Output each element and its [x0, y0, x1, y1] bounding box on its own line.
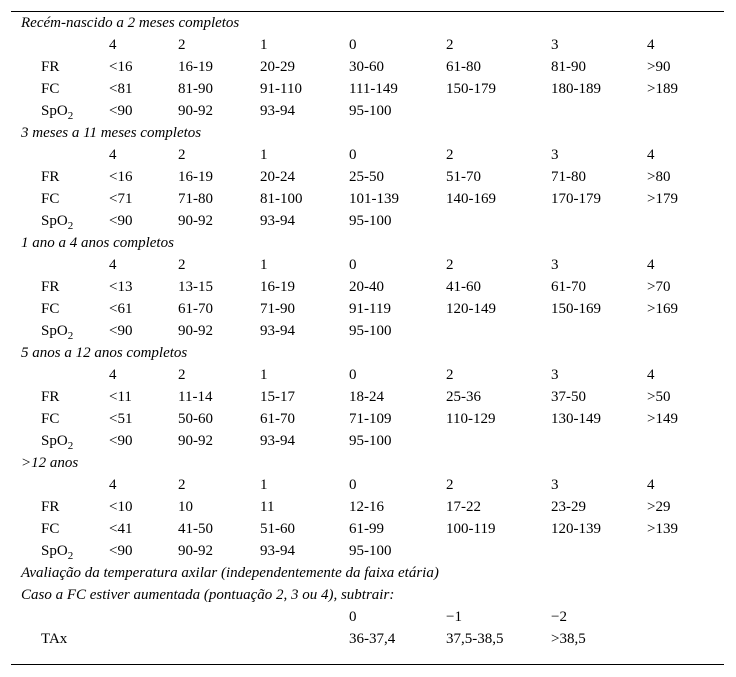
row-label-text: FC [41, 411, 60, 427]
table-row [11, 188, 724, 210]
value-cell: 180-189 [551, 81, 601, 97]
value-cell [551, 210, 647, 232]
score-table [11, 12, 724, 650]
section-title: Caso a FC estiver aumentada (pontuação 2, 3 ou 4), subtrair: [21, 587, 395, 603]
value-cell: 95-100 [349, 433, 392, 449]
value-cell: 18-24 [349, 389, 384, 405]
row-label [11, 430, 109, 452]
score-cell: 0 [349, 257, 357, 273]
row-label-empty [11, 34, 109, 56]
value-cell: 12-16 [349, 499, 384, 515]
value-cell: 20-29 [260, 59, 295, 75]
row-label [11, 386, 109, 408]
section-title: Avaliação da temperatura axilar (independentemente da faixa etária) [21, 565, 439, 581]
row-label [11, 496, 109, 518]
value-cell: 81-90 [551, 59, 586, 75]
row-label-text: SpO [41, 103, 68, 119]
value-cell: 95-100 [349, 543, 392, 559]
value-cell: 130-149 [551, 411, 601, 427]
section-row [11, 342, 724, 364]
value-cell: 71-90 [260, 301, 295, 317]
score-cell: 2 [446, 367, 454, 383]
score-cell: 0 [349, 609, 357, 625]
score-cell: 1 [260, 257, 268, 273]
value-cell: 41-50 [178, 521, 213, 537]
score-cell [647, 606, 724, 628]
value-cell: 15-17 [260, 389, 295, 405]
score-cell: 4 [647, 257, 655, 273]
value-cell: >169 [647, 301, 678, 317]
row-label-text: SpO [41, 323, 68, 339]
score-cell [260, 606, 349, 628]
score-header-row [11, 474, 724, 496]
value-cell: <81 [109, 81, 133, 97]
value-cell: 61-80 [446, 59, 481, 75]
value-cell: <41 [109, 521, 133, 537]
value-cell: 10 [178, 499, 193, 515]
score-cell: 2 [178, 37, 186, 53]
value-cell: 95-100 [349, 213, 392, 229]
value-cell: 61-70 [178, 301, 213, 317]
value-cell: >50 [647, 389, 671, 405]
value-cell: 150-169 [551, 301, 601, 317]
row-label-empty [11, 144, 109, 166]
table-row [11, 518, 724, 540]
row-label-subscript: 2 [67, 220, 74, 232]
value-cell: >139 [647, 521, 678, 537]
score-cell: 0 [349, 367, 357, 383]
value-cell: >179 [647, 191, 678, 207]
score-cell: 2 [446, 257, 454, 273]
value-cell [647, 540, 724, 562]
section-row [11, 232, 724, 254]
score-cell: 1 [260, 37, 268, 53]
value-cell: <90 [109, 433, 133, 449]
value-cell: 13-15 [178, 279, 213, 295]
table-row [11, 166, 724, 188]
score-cell: 3 [551, 147, 559, 163]
row-label [11, 276, 109, 298]
value-cell: 90-92 [178, 103, 213, 119]
value-cell: 30-60 [349, 59, 384, 75]
score-header-row [11, 606, 724, 628]
value-cell: 93-94 [260, 323, 295, 339]
section-title: 3 meses a 11 meses completos [21, 125, 202, 141]
value-cell: 25-50 [349, 169, 384, 185]
value-cell: 71-80 [178, 191, 213, 207]
score-cell: 4 [109, 367, 117, 383]
row-label-text: FC [41, 301, 60, 317]
score-cell: 4 [647, 37, 655, 53]
value-cell [647, 430, 724, 452]
row-label-subscript: 2 [67, 110, 74, 122]
row-label [11, 298, 109, 320]
value-cell [551, 540, 647, 562]
score-header-row [11, 364, 724, 386]
value-cell: >29 [647, 499, 671, 515]
value-cell: 17-22 [446, 499, 481, 515]
table-row [11, 430, 724, 452]
row-label-text: FC [41, 191, 60, 207]
score-cell: 4 [109, 37, 117, 53]
section-title: Recém-nascido a 2 meses completos [21, 15, 240, 31]
row-label-subscript: 2 [67, 550, 74, 562]
row-label [11, 540, 109, 562]
score-cell: −2 [551, 609, 567, 625]
row-label-empty [11, 364, 109, 386]
value-cell: 25-36 [446, 389, 481, 405]
value-cell: 50-60 [178, 411, 213, 427]
table-row [11, 408, 724, 430]
score-cell: 2 [446, 37, 454, 53]
value-cell [260, 628, 349, 650]
row-label-text: FR [41, 499, 60, 515]
score-cell [109, 606, 178, 628]
value-cell: 95-100 [349, 323, 392, 339]
value-cell [647, 628, 724, 650]
score-cell: 4 [647, 367, 655, 383]
value-cell: 170-179 [551, 191, 601, 207]
value-cell: 37-50 [551, 389, 586, 405]
value-cell [109, 628, 178, 650]
score-header-row [11, 254, 724, 276]
table-row [11, 276, 724, 298]
value-cell: 81-100 [260, 191, 303, 207]
table-row [11, 628, 724, 650]
table-row [11, 386, 724, 408]
value-cell: <61 [109, 301, 133, 317]
value-cell: <16 [109, 169, 133, 185]
row-label-empty [11, 606, 109, 628]
value-cell: 101-139 [349, 191, 399, 207]
row-label [11, 408, 109, 430]
score-cell: 1 [260, 147, 268, 163]
value-cell [446, 540, 551, 562]
value-cell [647, 100, 724, 122]
value-cell: >189 [647, 81, 678, 97]
value-cell: 81-90 [178, 81, 213, 97]
row-label-subscript: 2 [67, 440, 74, 452]
row-label [11, 628, 109, 650]
value-cell: >80 [647, 169, 671, 185]
value-cell: <90 [109, 213, 133, 229]
row-label-text: FR [41, 59, 60, 75]
value-cell [446, 210, 551, 232]
value-cell: 111-149 [349, 81, 398, 97]
row-label [11, 188, 109, 210]
value-cell: <16 [109, 59, 133, 75]
value-cell: 20-40 [349, 279, 384, 295]
section-row [11, 562, 724, 584]
section-title: 5 anos a 12 anos completos [21, 345, 188, 361]
table-row [11, 100, 724, 122]
row-label [11, 320, 109, 342]
table-row [11, 496, 724, 518]
score-cell: 2 [178, 147, 186, 163]
row-label [11, 78, 109, 100]
value-cell [647, 210, 724, 232]
value-cell [446, 320, 551, 342]
score-cell: 0 [349, 37, 357, 53]
value-cell: 90-92 [178, 543, 213, 559]
value-cell: 41-60 [446, 279, 481, 295]
value-cell [551, 100, 647, 122]
value-cell: >70 [647, 279, 671, 295]
value-cell [551, 430, 647, 452]
row-label-text: SpO [41, 213, 68, 229]
score-cell: 4 [109, 257, 117, 273]
score-cell: 4 [647, 477, 655, 493]
section-title: >12 anos [21, 455, 79, 471]
value-cell: 36-37,4 [349, 631, 396, 647]
score-header-row [11, 34, 724, 56]
value-cell: 93-94 [260, 433, 295, 449]
score-cell: 2 [446, 147, 454, 163]
value-cell: 93-94 [260, 543, 295, 559]
value-cell: 120-139 [551, 521, 601, 537]
value-cell: 16-19 [260, 279, 295, 295]
row-label-text: FC [41, 521, 60, 537]
value-cell: 150-179 [446, 81, 496, 97]
value-cell: 51-70 [446, 169, 481, 185]
score-cell: 2 [178, 257, 186, 273]
score-cell: 2 [446, 477, 454, 493]
value-cell: <90 [109, 543, 133, 559]
score-cell: 3 [551, 367, 559, 383]
score-cell: 4 [109, 147, 117, 163]
value-cell: >149 [647, 411, 678, 427]
score-cell: 3 [551, 37, 559, 53]
row-label-empty [11, 474, 109, 496]
value-cell: 11-14 [178, 389, 213, 405]
score-cell: 3 [551, 257, 559, 273]
row-label [11, 166, 109, 188]
row-label [11, 100, 109, 122]
table-bottom-rule [11, 664, 724, 665]
score-cell: 4 [647, 147, 655, 163]
table-row [11, 540, 724, 562]
table-row [11, 320, 724, 342]
value-cell [647, 320, 724, 342]
score-cell: 2 [178, 367, 186, 383]
value-cell: 140-169 [446, 191, 496, 207]
value-cell: 93-94 [260, 213, 295, 229]
value-cell: 61-70 [260, 411, 295, 427]
value-cell: 71-109 [349, 411, 392, 427]
row-label-text: SpO [41, 433, 68, 449]
table-row [11, 298, 724, 320]
value-cell: 91-110 [260, 81, 302, 97]
value-cell [178, 628, 260, 650]
row-label-empty [11, 254, 109, 276]
value-cell: 93-94 [260, 103, 295, 119]
value-cell: 120-149 [446, 301, 496, 317]
section-row [11, 452, 724, 474]
section-row [11, 122, 724, 144]
value-cell: >38,5 [551, 631, 586, 647]
value-cell: <90 [109, 323, 133, 339]
value-cell: 11 [260, 499, 275, 515]
row-label-subscript: 2 [67, 330, 74, 342]
score-cell: −1 [446, 609, 462, 625]
value-cell: 95-100 [349, 103, 392, 119]
value-cell [446, 430, 551, 452]
value-cell: <71 [109, 191, 133, 207]
value-cell: 16-19 [178, 59, 213, 75]
row-label-text: FR [41, 169, 60, 185]
value-cell: <90 [109, 103, 133, 119]
row-label-text: SpO [41, 543, 68, 559]
score-cell: 3 [551, 477, 559, 493]
row-label [11, 56, 109, 78]
score-cell [178, 606, 260, 628]
row-label [11, 210, 109, 232]
score-cell: 0 [349, 147, 357, 163]
score-cell: 1 [260, 367, 268, 383]
row-label-text: FR [41, 279, 60, 295]
row-label [11, 518, 109, 540]
value-cell: 61-70 [551, 279, 586, 295]
score-cell: 2 [178, 477, 186, 493]
value-cell [551, 320, 647, 342]
value-cell: 100-119 [446, 521, 496, 537]
value-cell: <11 [109, 389, 132, 405]
value-cell: <13 [109, 279, 133, 295]
value-cell: 51-60 [260, 521, 295, 537]
table-row [11, 78, 724, 100]
section-row [11, 584, 724, 606]
value-cell: 71-80 [551, 169, 586, 185]
score-header-row [11, 144, 724, 166]
value-cell: 90-92 [178, 213, 213, 229]
value-cell: 16-19 [178, 169, 213, 185]
value-cell: 90-92 [178, 433, 213, 449]
value-cell: <10 [109, 499, 133, 515]
value-cell: 90-92 [178, 323, 213, 339]
value-cell: <51 [109, 411, 133, 427]
value-cell: >90 [647, 59, 671, 75]
score-cell: 4 [109, 477, 117, 493]
value-cell: 23-29 [551, 499, 586, 515]
value-cell: 91-119 [349, 301, 391, 317]
section-title: 1 ano a 4 anos completos [21, 235, 174, 251]
value-cell: 20-24 [260, 169, 295, 185]
row-label-text: TAx [41, 631, 68, 647]
row-label-text: FR [41, 389, 60, 405]
value-cell [446, 100, 551, 122]
score-cell: 0 [349, 477, 357, 493]
section-row [11, 12, 724, 34]
table-row [11, 210, 724, 232]
value-cell: 37,5-38,5 [446, 631, 504, 647]
value-cell: 110-129 [446, 411, 496, 427]
score-cell: 1 [260, 477, 268, 493]
row-label-text: FC [41, 81, 60, 97]
table-row [11, 56, 724, 78]
value-cell: 61-99 [349, 521, 384, 537]
